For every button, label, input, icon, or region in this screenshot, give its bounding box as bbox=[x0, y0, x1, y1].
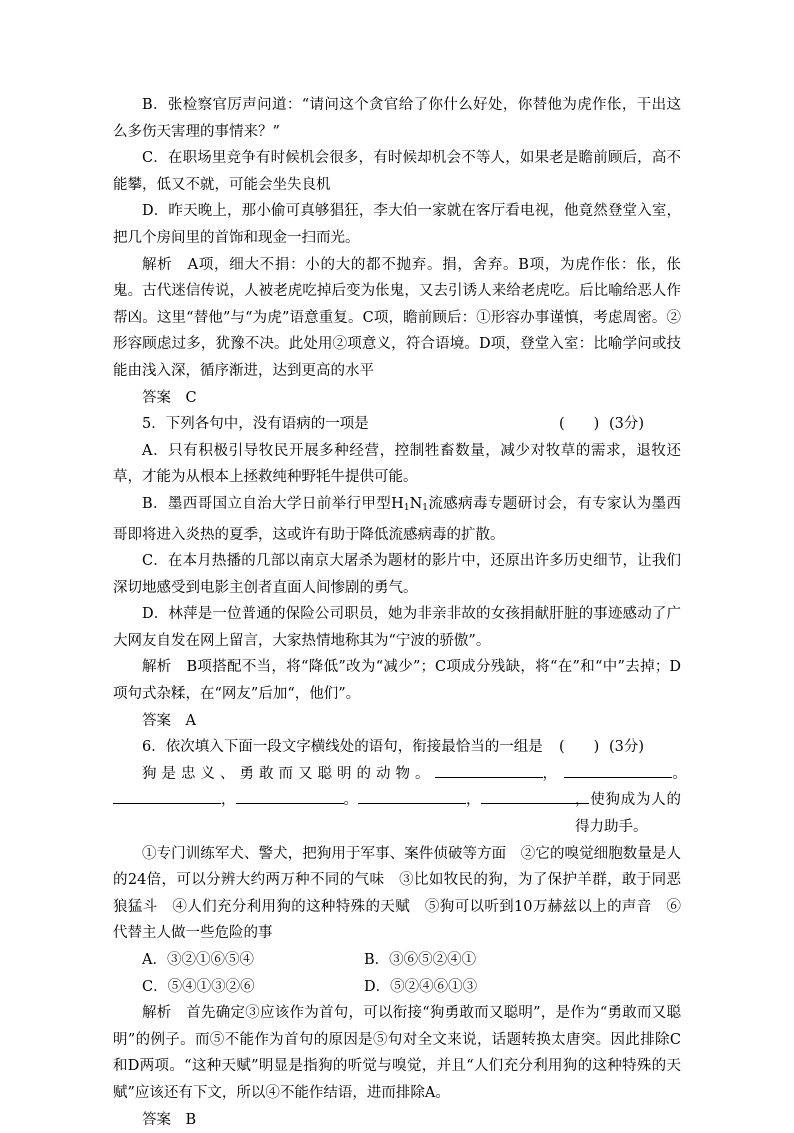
blank-4[interactable] bbox=[236, 787, 344, 804]
q5-analysis bbox=[113, 654, 681, 707]
q4-option-b: B．张检察官厉声问道：“请问这个贪官给了你什么好处，你替他为虎作伥，干出这么多伤天害理的事情来？” bbox=[113, 97, 681, 140]
answer-label: 答案 bbox=[142, 389, 171, 406]
q5-option-b-sub-1: 1 bbox=[403, 502, 410, 513]
q6-passage-line-1 bbox=[113, 761, 687, 788]
q5-option-d: D．林萍是一位普通的保险公司职员，她为非亲非故的女孩捐献肝脏的事迹感动了广大网友自发在网上留言，大家热情地称其为“宁波的骄傲”。 bbox=[113, 606, 681, 649]
q5-option-c: C．在本月热播的几部以南京大屠杀为题材的影片中，还原出许多历史细节，让我们深切地感受到电影主创者直面人间惨剧的勇气。 bbox=[113, 553, 681, 596]
q6-answer bbox=[113, 1107, 681, 1133]
separator: ， bbox=[466, 792, 481, 809]
separator: ， bbox=[221, 792, 236, 809]
analysis-label: 解析 bbox=[142, 256, 173, 273]
q5-stem bbox=[113, 411, 681, 438]
q6-score: (3分) bbox=[609, 739, 645, 756]
document-page bbox=[113, 92, 687, 1133]
answer-label: 答案 bbox=[142, 712, 171, 729]
answer-value: B bbox=[185, 1111, 197, 1128]
q5-option-b-text-1: B．墨西哥国立自治大学日前举行甲型H bbox=[142, 495, 404, 512]
answer-value: A bbox=[185, 712, 196, 729]
blank-3[interactable] bbox=[113, 787, 221, 804]
q5-option-b-sub-2: 1 bbox=[422, 502, 428, 513]
q5-option-b bbox=[113, 491, 681, 548]
blank-2[interactable] bbox=[564, 761, 672, 778]
q4-option-c: C．在职场里竞争有时候机会很多，有时候却机会不等人，如果老是瞻前顾后，高不能攀，低又不就，可能会坐失良机 bbox=[113, 150, 681, 193]
q6-option-b: B．③⑥⑤②④① bbox=[364, 952, 477, 968]
answer-label: 答案 bbox=[142, 1111, 171, 1128]
q6-passage-start: 狗是忠义、勇敢而又聪明的动物。 bbox=[142, 765, 435, 782]
q5-option-a: A．只有积极引导牧民开展多种经营，控制牲畜数量，减少对牧草的需求，退牧还草，才能为从根本上拯救纯种野牦牛提供可能。 bbox=[113, 442, 681, 486]
analysis-label: 解析 bbox=[142, 659, 172, 676]
separator: 。 bbox=[672, 765, 687, 782]
q5-score: (3分) bbox=[609, 416, 645, 433]
q6-stem bbox=[113, 734, 681, 761]
q6-option-d: D．⑤②④⑥①③ bbox=[364, 978, 478, 995]
q5-option-b-text-2: N bbox=[409, 495, 423, 512]
q5-option-b-text-3: 流感病毒专题研讨会，有专家认为墨西哥即将进入炎热的夏季，这或许有助于降低流感病毒的扩散。 bbox=[113, 495, 681, 543]
q6-option-c: C．⑤④①③②⑥ bbox=[142, 978, 255, 995]
q4-option-d: D．昨天晚上，那小偷可真够猖狂，李大伯一家就在客厅看电视，他竟然登堂入室，把几个房间里的首饰和现金一扫而光。 bbox=[113, 203, 681, 246]
q6-choices: ①专门训练军犬、警犬，把狗用于军事、案件侦破等方面 ②它的嗅觉细胞数量是人的24倍，可以分辨大约两万种不同的气味 ③比如牧民的狗，为了保护羊群，敢于同恶狼猛斗 ④人们充分利用狗的这种特殊的天赋 ⑤狗可以听到10万赫兹以上的声音 ⑥代替主人做一些危险的事 bbox=[113, 845, 681, 942]
answer-value: C bbox=[185, 389, 197, 406]
q6-stem-text: 6．依次填入下面一段文字横线处的语句，衔接最恰当的一组是 bbox=[142, 739, 543, 756]
q5-answer-paren: ( ) bbox=[559, 416, 600, 433]
blank-6[interactable] bbox=[481, 787, 589, 804]
q6-analysis bbox=[113, 1000, 681, 1106]
q4-analysis bbox=[113, 252, 681, 385]
blank-5[interactable] bbox=[358, 787, 466, 804]
q6-options-row-1 bbox=[113, 947, 681, 974]
analysis-text: B项搭配不当，将“降低”改为“减少”；C项成分残缺，将“在”和“中”去掉；D项句式杂糅，在“网友”后加“，他们”。 bbox=[113, 659, 682, 703]
q4-answer bbox=[113, 385, 681, 412]
separator: ， bbox=[542, 765, 550, 782]
analysis-text: A项，细大不捐：小的大的都不抛弃。捐，舍弃。B项，为虎作伥：伥，伥鬼。古代迷信传说，人被老虎吃掉后变为伥鬼，又去引诱人来给老虎吃。后比喻给恶人作帮凶。这里“替他”与“为虎”语意重复。C项，瞻前顾后：①形容办事谨慎，考虑周密。②形容顾虑过多，犹豫不决。此处用②项意义，符合语境。D项，登堂入室：比喻学问或技能由浅入深，循序渐进，达到更高的水平 bbox=[113, 256, 682, 379]
q6-answer-paren: ( ) bbox=[559, 739, 600, 756]
q5-answer bbox=[113, 708, 681, 735]
q6-options-row-2 bbox=[113, 974, 681, 1001]
analysis-text: 首先确定③应该作为首句，可以衔接“狗勇敢而又聪明”，是作为“勇敢而又聪明”的例子。而⑤不能作为首句的原因是⑤句对全文来说，话题转换太唐突。因此排除C和D两项。“这种天赋”明显是指狗的听觉与嗅觉，并且“人们充分利用狗的这种特殊的天赋”应该还有下文，所以④不能作结语，进而排除A。 bbox=[113, 1005, 681, 1101]
q6-passage-end: ，使狗成为人的得力助手。 bbox=[575, 792, 681, 836]
q5-stem-text: 5．下列各句中，没有语病的一项是 bbox=[142, 416, 369, 433]
blank-1[interactable] bbox=[435, 761, 543, 778]
q6-option-a: A．③②①⑥⑤④ bbox=[142, 952, 254, 968]
separator: 。 bbox=[343, 792, 358, 809]
analysis-label: 解析 bbox=[142, 1005, 172, 1022]
